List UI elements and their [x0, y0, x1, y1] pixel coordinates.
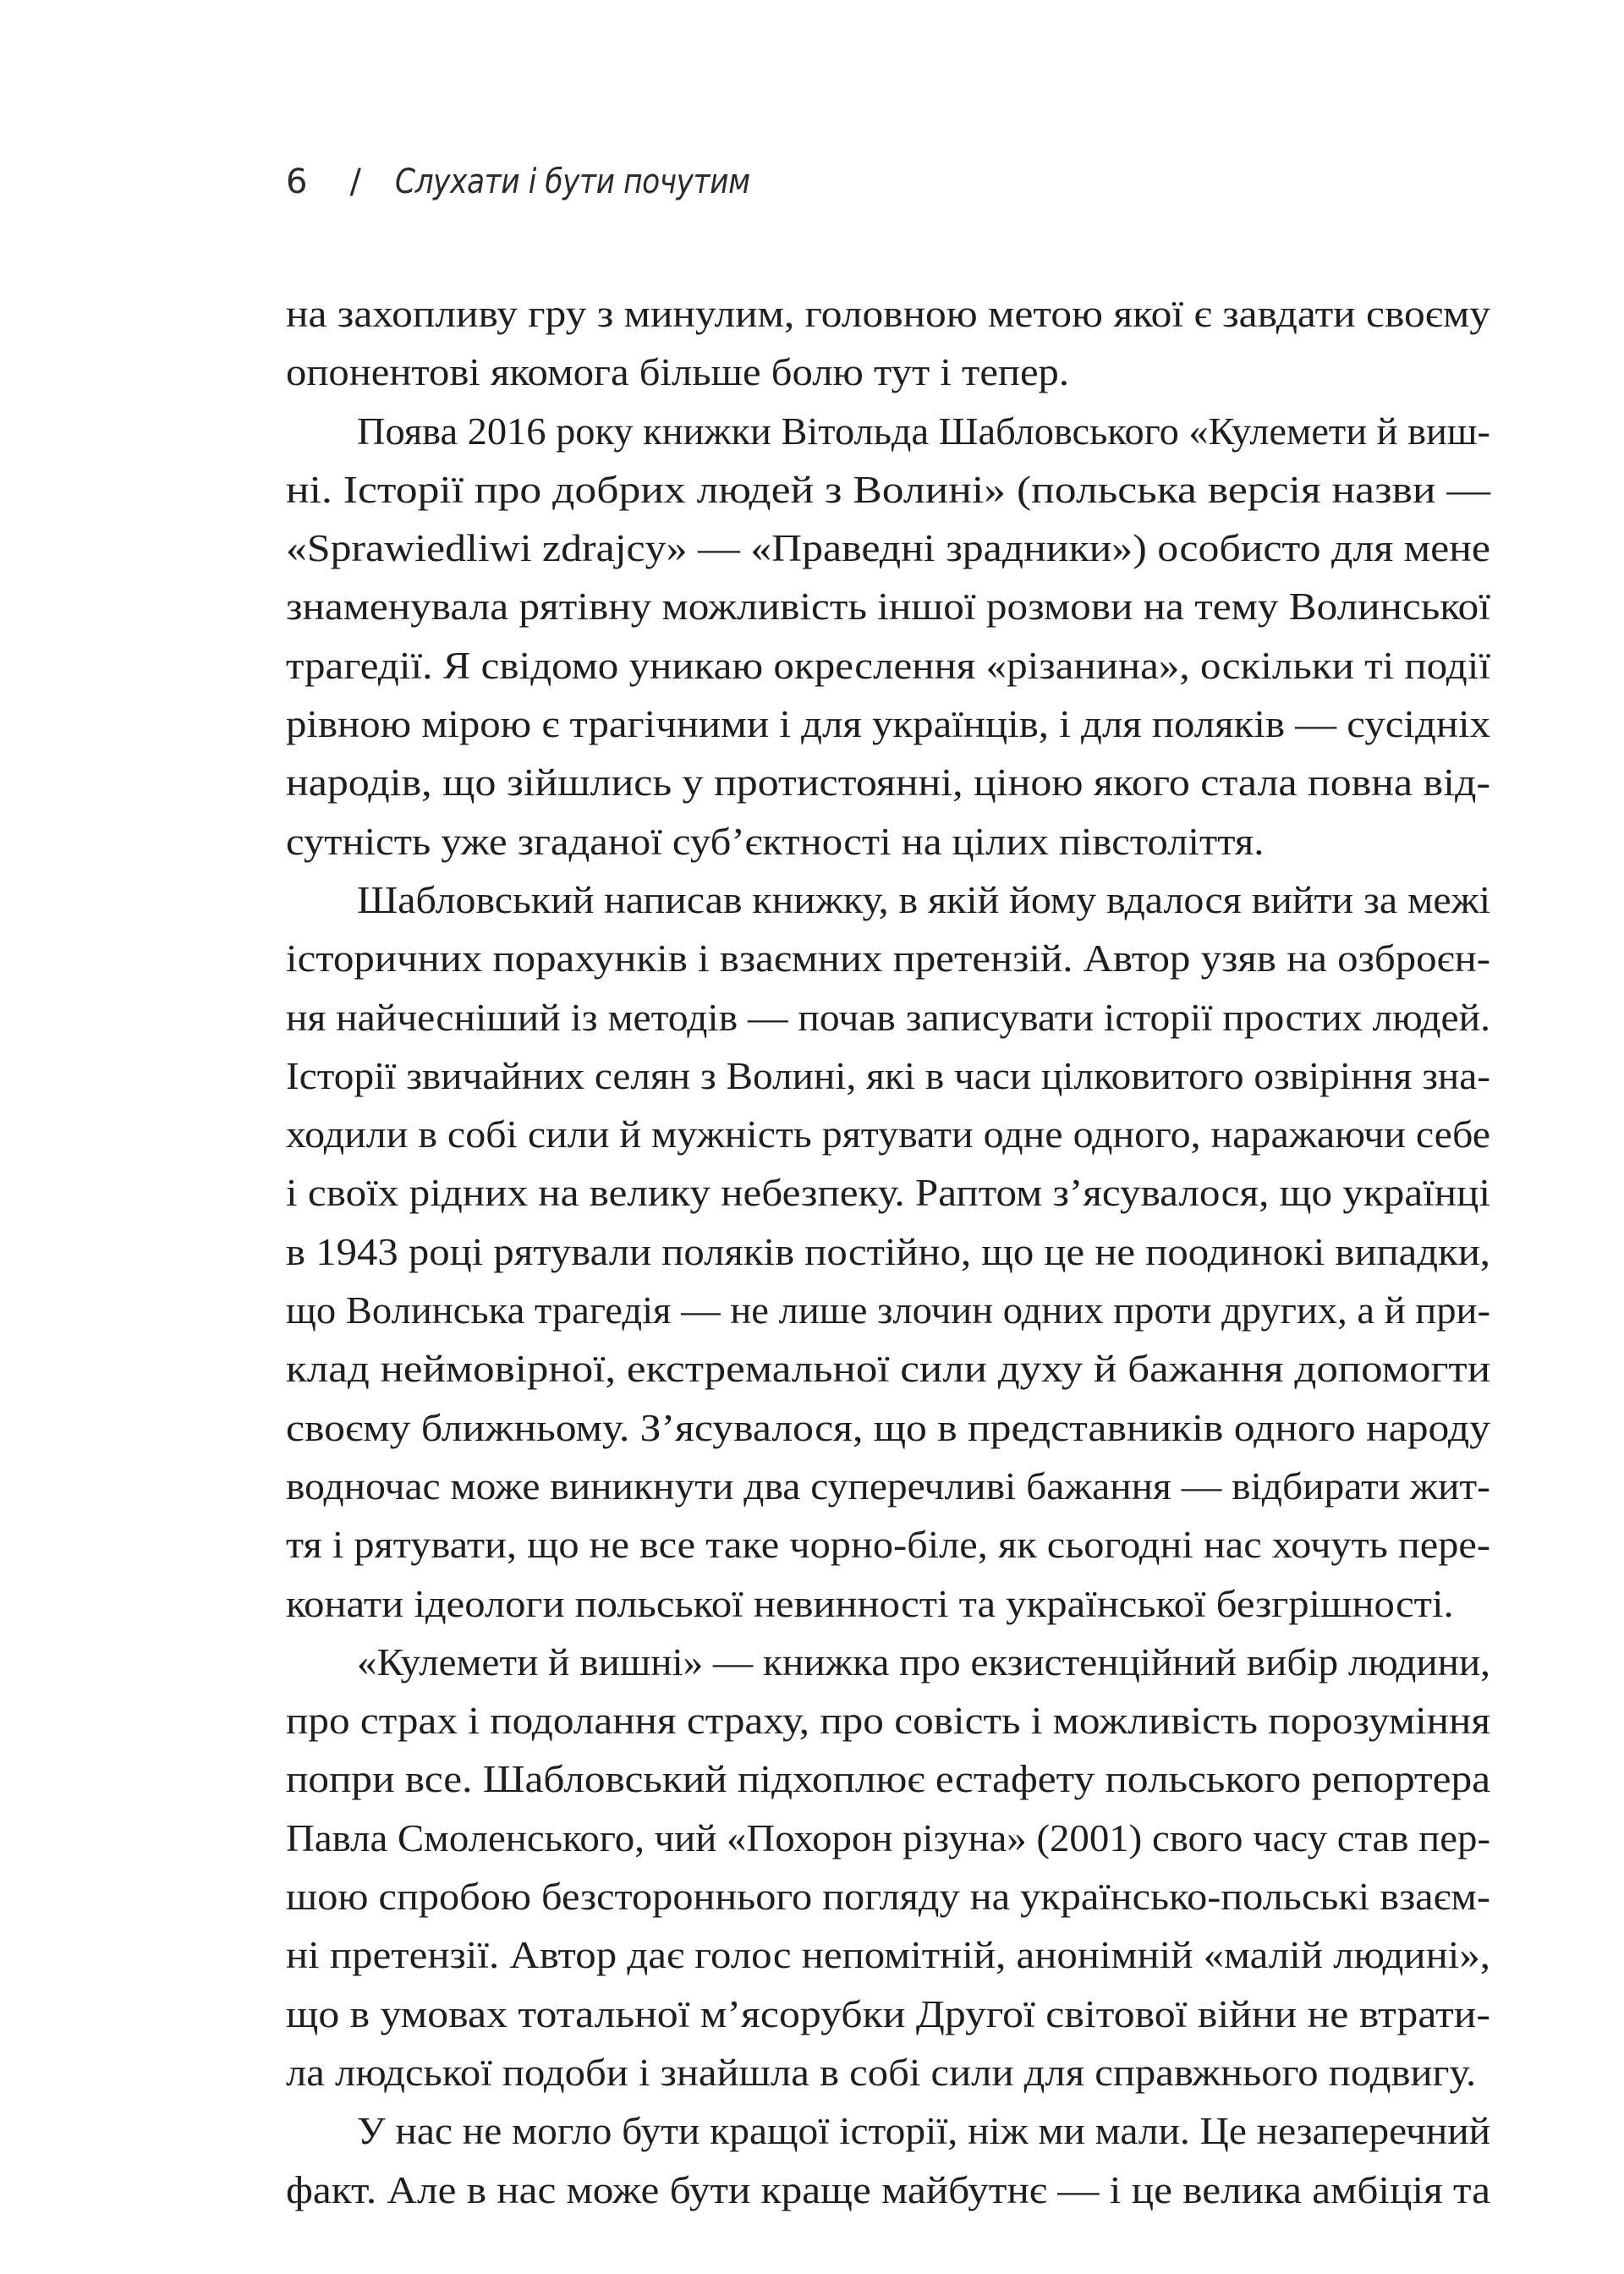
text-line — [286, 1633, 1490, 1691]
line-text: Шабловський написав книжку, в якій йому вдалося вийти за межі — [357, 877, 1491, 921]
text-line — [286, 1339, 1490, 1398]
line-text: шою спробою безстороннього погляду на українсько-польські взаєм- — [286, 1875, 1490, 1919]
running-title: Слухати і бути почутим — [394, 162, 750, 201]
line-text: тя і рятувати, що не все таке чорно-біле, як сьогодні нас хочуть пере- — [286, 1523, 1490, 1567]
text-line — [286, 988, 1490, 1046]
line-text: опонентові якомога більше болю тут і тепер. — [286, 350, 1070, 394]
text-line — [286, 1163, 1490, 1222]
text-line — [286, 812, 1490, 871]
text-line — [286, 1985, 1490, 2043]
text-line — [286, 284, 1490, 343]
line-text: ні претензії. Автор дає голос непомітній, анонімній «малій людині», — [286, 1933, 1490, 1977]
text-line — [286, 1809, 1490, 1867]
text-line — [286, 1105, 1490, 1163]
text-line — [286, 1222, 1490, 1281]
text-line — [286, 1457, 1490, 1515]
text-line — [286, 402, 1490, 460]
line-text: «Кулемети й вишні» — книжка про екзистенційний вибір людини, — [357, 1640, 1490, 1684]
header-separator: / — [349, 162, 361, 201]
text-line — [286, 1398, 1490, 1457]
text-line — [286, 1046, 1490, 1105]
line-text: що в умовах тотальної м’ясорубки Другої світової війни не втрати- — [286, 1991, 1490, 2035]
text-line — [286, 1749, 1490, 1808]
text-line — [286, 695, 1490, 753]
text-line — [286, 753, 1490, 811]
line-text: трагедії. Я свідомо уникаю окреслення «різанина», оскільки ті події — [286, 643, 1490, 687]
line-text: клад неймовірної, екстремальної сили духу й бажання допомогти — [286, 1347, 1490, 1391]
body-text — [286, 284, 1490, 2219]
text-line — [286, 1515, 1490, 1574]
line-text: попри все. Шабловський підхоплює естафету польського репортера — [286, 1757, 1490, 1801]
line-text: історичних порахунків і взаємних претензій. Автор узяв на озброєн- — [286, 937, 1490, 980]
line-text: ні. Історії про добрих людей з Волині» (польська версія назви — — [286, 467, 1491, 511]
line-text: в 1943 році рятували поляків постійно, що це не поодинокі випадки, — [286, 1229, 1490, 1273]
text-line — [286, 343, 1490, 401]
line-text: ла людської подоби і знайшла в собі сили для справжнього подвигу. — [286, 2050, 1477, 2094]
line-text: «Sprawiedliwi zdrajcy» — «Праведні зрадники») особисто для мене — [286, 526, 1490, 570]
line-text: факт. Але в нас може бути краще майбутнє — і це велика амбіція та — [286, 2167, 1490, 2211]
text-line — [286, 2043, 1490, 2101]
text-line — [286, 1691, 1490, 1749]
text-line — [286, 2101, 1490, 2160]
text-line — [286, 1574, 1490, 1633]
line-text: рівною мірою є трагічними і для українців, і для поляків — сусідніх — [286, 702, 1490, 746]
line-text: ня найчесніший із методів — почав записувати історії простих людей. — [286, 995, 1490, 1039]
line-text: У нас не могло бути кращої історії, ніж ми мали. Це незаперечний — [357, 2109, 1490, 2153]
line-text: водночас може виникнути два суперечливі бажання — відбирати жит- — [286, 1464, 1490, 1508]
line-text: про страх і подолання страху, про совість і можливість порозуміння — [286, 1699, 1490, 1743]
text-line — [286, 577, 1490, 635]
text-line — [286, 2161, 1490, 2219]
line-text: знаменувала рятівну можливість іншої розмови на тему Волинської — [286, 585, 1490, 629]
line-text: Павла Смоленського, чий «Похорон різуна» (2001) свого часу став пер- — [286, 1815, 1491, 1859]
running-header — [286, 162, 808, 213]
text-line — [286, 636, 1490, 695]
line-text: ходили в собі сили й мужність рятувати одне одного, наражаючи себе — [286, 1112, 1490, 1156]
text-line — [286, 929, 1490, 987]
line-text: Історії звичайних селян з Волині, які в часи цілковитого озвіріння зна- — [286, 1053, 1490, 1097]
line-text: народів, що зійшлись у протистоянні, ціною якого стала повна від- — [286, 761, 1491, 805]
text-line — [286, 519, 1490, 577]
line-text: сутність уже згаданої суб’єктності на цілих півстоліття. — [286, 819, 1265, 863]
text-line — [286, 460, 1490, 519]
line-text: конати ідеологи польської невинності та української безгрішності. — [286, 1581, 1454, 1625]
text-line — [286, 1281, 1490, 1339]
text-line — [286, 1925, 1490, 1984]
line-text: своєму ближньому. З’ясувалося, що в представників одного народу — [286, 1405, 1490, 1449]
line-text: Поява 2016 року книжки Вітольда Шабловського «Кулемети й виш- — [357, 409, 1490, 453]
text-line — [286, 871, 1490, 929]
page-number: 6 — [286, 162, 308, 201]
line-text: і своїх рідних на велику небезпеку. Раптом з’ясувалося, що українці — [286, 1171, 1490, 1215]
line-text: на захопливу гру з минулим, головною метою якої є завдати своєму — [286, 292, 1490, 335]
text-line — [286, 1867, 1490, 1925]
line-text: що Волинська трагедія — не лише злочин одних проти других, а й при- — [286, 1288, 1490, 1332]
